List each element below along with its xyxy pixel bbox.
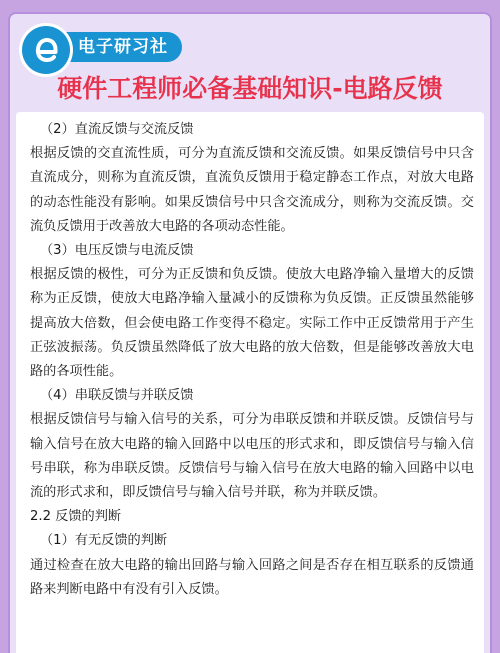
section-body-voltage-current: 根据反馈的极性，可分为正反馈和负反馈。使放大电路净输入量增大的反馈称为正反馈，使放大电路净输入量减小的反馈称为负反馈。正反馈虽然能够提高放大倍数，但会使电路工作变得不稳定。实际工作中正反馈常用于产生正弦波振荡。负反馈虽然降低了放大电路的放大倍数，但是能够改善放大电路的各项性能。 xyxy=(30,267,474,380)
section-heading-dc-ac: （2）直流反馈与交流反馈 xyxy=(40,122,194,137)
page-frame xyxy=(8,12,492,653)
section-body-series-parallel: 根据反馈信号与输入信号的关系，可分为串联反馈和并联反馈。反馈信号与输入信号在放大电路的输入回路中以电压的形式求和，即反馈信号与输入信号串联，称为串联反馈。反馈信号与输入信号在放大电路的输入回路中以电流的形式求和，即反馈信号与输入信号并联，称为并联反馈。 xyxy=(30,412,474,501)
page-title: 硬件工程师必备基础知识-电路反馈 xyxy=(57,74,443,103)
subsection-item-heading: （1）有无反馈的判断 xyxy=(40,533,168,549)
section-body-dc-ac: 根据反馈的交直流性质，可分为直流反馈和交流反馈。如果反馈信号中只含直流成分，则称为直流反馈，直流负反馈用于稳定静态工作点，对放大电路的动态性能没有影响。如果反馈信号中只含交流成分，则称为交流反馈。交流负反馈用于改善放大电路的各项动态性能。 xyxy=(30,146,474,234)
brand-header xyxy=(10,32,170,62)
brand-name: 电子研习社 xyxy=(50,32,182,62)
section-heading-voltage-current: （3）电压反馈与电流反馈 xyxy=(40,243,194,259)
subsection-heading: 2.2 反馈的判断 xyxy=(30,509,122,525)
e-letter-logo-icon xyxy=(22,26,70,74)
article-body xyxy=(16,112,484,653)
e-letter-logo-glyph xyxy=(29,33,63,67)
section-heading-series-parallel: （4）串联反馈与并联反馈 xyxy=(40,388,194,404)
subsection-item-body: 通过检查在放大电路的输出回路与输入回路之间是否存在相互联系的反馈通路来判断电路中有没有引入反馈。 xyxy=(30,557,474,597)
